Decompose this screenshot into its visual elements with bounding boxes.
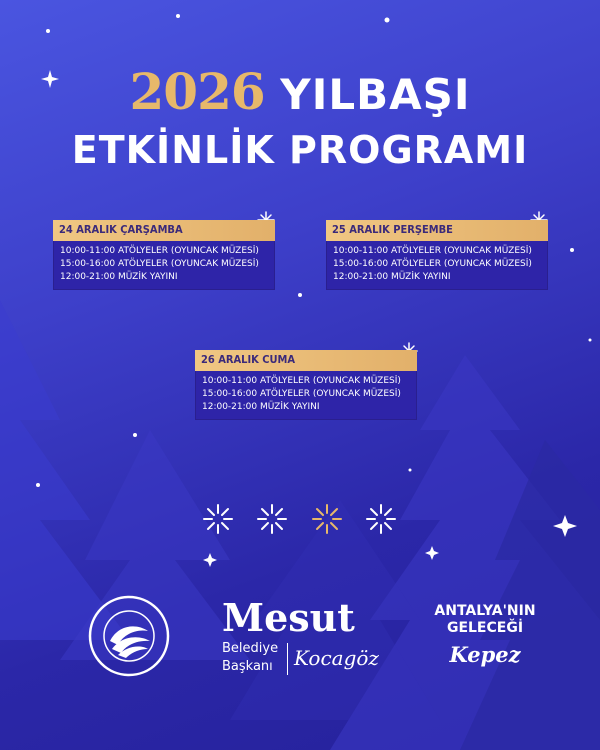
antalya-line-2: GELECEĞİ [446,620,524,636]
day-card-header: 25 ARALIK PERŞEMBE [326,220,548,241]
title-line-2: ETKİNLİK PROGRAMI [71,128,529,172]
mesut-title-1: Belediye [222,641,279,656]
day-card-header: 24 ARALIK ÇARŞAMBA [53,220,275,241]
event-line: 12:00-21:00 MÜZİK YAYINI [202,402,320,412]
event-line: 10:00-11:00 ATÖLYELER (OYUNCAK MÜZESİ) [333,246,532,256]
event-line: 10:00-11:00 ATÖLYELER (OYUNCAK MÜZESİ) [60,246,259,256]
divider [287,643,288,675]
kepez-belediyesi-logo [88,595,170,677]
day-card-body [326,241,548,290]
day-card-24 [53,220,275,290]
day-card-body [195,371,417,420]
mesut-title-2: Başkanı [222,659,273,674]
title-year: 2026 [129,62,265,121]
title-line-1 [0,62,600,121]
kepez-brand: Kepez [449,642,521,667]
mesut-surname: Kocagöz [294,646,379,670]
mesut-kocagoz-logo [222,595,379,674]
day-card-25 [326,220,548,290]
title-yilbasi: YILBAŞI [280,70,471,119]
antalya-kepez-logo [425,603,545,667]
mesut-name: Mesut [222,595,355,640]
antalya-line-1: ANTALYA'NIN [434,603,536,619]
event-line: 10:00-11:00 ATÖLYELER (OYUNCAK MÜZESİ) [202,376,401,386]
event-line: 15:00-16:00 ATÖLYELER (OYUNCAK MÜZESİ) [60,259,259,269]
event-line: 15:00-16:00 ATÖLYELER (OYUNCAK MÜZESİ) [333,259,532,269]
event-line: 12:00-21:00 MÜZİK YAYINI [60,272,178,282]
event-line: 12:00-21:00 MÜZİK YAYINI [333,272,451,282]
day-card-26 [195,350,417,420]
day-card-body [53,241,275,290]
day-card-header: 26 ARALIK CUMA [195,350,417,371]
event-line: 15:00-16:00 ATÖLYELER (OYUNCAK MÜZESİ) [202,389,401,399]
